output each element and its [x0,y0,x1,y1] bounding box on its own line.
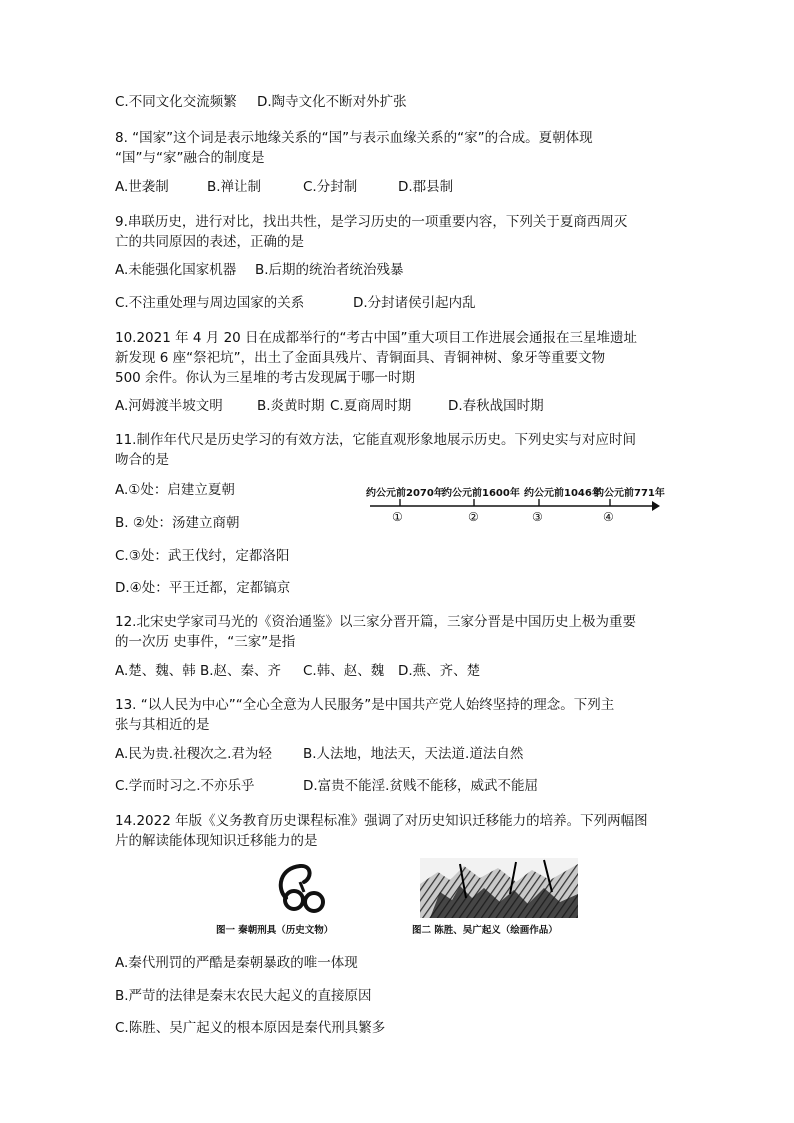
figure1-caption: 图一 秦朝刑具（历史文物） [216,925,334,936]
q11-option-b: B. ②处：汤建立商朝 [115,515,240,531]
timeline-label-1: 约公元前2070年 [366,488,444,499]
q12-option-b: B.赵、秦、齐 [200,663,282,679]
q10-option-d: D.春秋战国时期 [448,398,544,414]
q8-option-d: D.郡县制 [398,179,454,195]
q10-option-b: B.炎黄时期 [257,398,325,414]
uprising-painting-image [420,858,578,918]
q11-stem-line2: 吻合的是 [115,452,169,468]
q9-option-c: C.不注重处理与周边国家的关系 [115,295,305,311]
timeline-mark-3: ③ [532,510,543,524]
q13-option-b: B.人法地，地法天，天法道.道法自然 [303,746,524,762]
q13-stem-line1: 13. “以人民为中心”“全心全意为人民服务”是中国共产党人始终坚持的理念。下列主 [115,697,615,713]
q14-option-a: A.秦代刑罚的严酷是秦朝暴政的唯一体现 [115,955,358,971]
q12-option-c: C.韩、赵、魏 [303,663,385,679]
q13-option-a: A.民为贵.社稷次之.君为轻 [115,746,272,762]
figure2-caption: 图二 陈胜、吴广起义（绘画作品） [412,925,558,936]
q10-stem-line1: 10.2021 年 4 月 20 日在成都举行的“考古中国”重大项目工作进展会通报在三星堆遗址 [115,330,638,346]
q11-stem-line1: 11.制作年代尺是历史学习的有效方法，它能直观形象地展示历史。下列史实与对应时间 [115,432,636,448]
q9-option-b: B.后期的统治者统治残暴 [255,262,404,278]
q11-option-a: A.①处：启建立夏朝 [115,482,235,498]
q8-stem-line1: 8. “国家”这个词是表示地缘关系的“国”与表示血缘关系的“家”的合成。夏朝体现 [115,130,593,146]
q14-option-b: B.严苛的法律是秦末农民大起义的直接原因 [115,988,372,1004]
q9-stem-line2: 亡的共同原因的表述，正确的是 [115,234,304,250]
q10-stem-line3: 500 余件。你认为三星堆的考古发现属于哪一时期 [115,370,416,386]
q9-stem-line1: 9.串联历史，进行对比，找出共性，是学习历史的一项重要内容，下列关于夏商西周灭 [115,214,628,230]
q14-option-c: C.陈胜、吴广起义的根本原因是秦代刑具繁多 [115,1020,386,1036]
q12-option-a: A.楚、魏、韩 [115,663,196,679]
q9-option-d: D.分封诸侯引起内乱 [353,295,476,311]
timeline-mark-1: ① [392,510,403,524]
q14-stem-line2: 片的解读能体现知识迁移能力的是 [115,833,318,849]
timeline-label-2: 约公元前1600年 [442,488,520,499]
q9-option-a: A.未能强化国家机器 [115,262,237,278]
q14-stem-line1: 14.2022 年版《义务教育历史课程标准》强调了对历史知识迁移能力的培养。下列两幅图 [115,813,648,829]
timeline-axis [362,496,662,520]
q10-option-c: C.夏商周时期 [330,398,412,414]
q8-option-b: B.禅让制 [207,179,262,195]
q10-option-a: A.河姆渡半坡文明 [115,398,223,414]
q12-option-d: D.燕、齐、楚 [398,663,481,679]
q13-stem-line2: 张与其相近的是 [115,717,210,733]
q13-option-c: C.学而时习之.不亦乐乎 [115,778,255,794]
q8-option-c: C.分封制 [303,179,358,195]
q12-stem-line2: 的一次历 史事件，“三家”是指 [115,634,296,650]
timeline-label-3: 约公元前1046年 [524,488,602,499]
q8-option-a: A.世袭制 [115,179,169,195]
q12-stem-line1: 12.北宋史学家司马光的《资治通鉴》以三家分晋开篇，三家分晋是中国历史上极为重要 [115,614,636,630]
q13-option-d: D.富贵不能淫.贫贱不能移，威武不能屈 [303,778,538,794]
q7-option-d: D.陶寺文化不断对外扩张 [257,94,407,110]
q10-stem-line2: 新发现 6 座“祭祀坑”，出土了金面具残片、青铜面具、青铜神树、象牙等重要文物 [115,350,606,366]
q7-option-c: C.不同文化交流频繁 [115,94,237,110]
q11-option-c: C.③处：武王伐纣，定都洛阳 [115,548,290,564]
timeline-mark-4: ④ [603,510,614,524]
timeline-mark-2: ② [468,510,479,524]
shackles-image [272,860,336,918]
q8-stem-line2: “国”与“家”融合的制度是 [115,150,265,166]
timeline-label-4: 约公元前771年 [594,488,665,499]
q11-option-d: D.④处：平王迁都，定都镐京 [115,580,291,596]
